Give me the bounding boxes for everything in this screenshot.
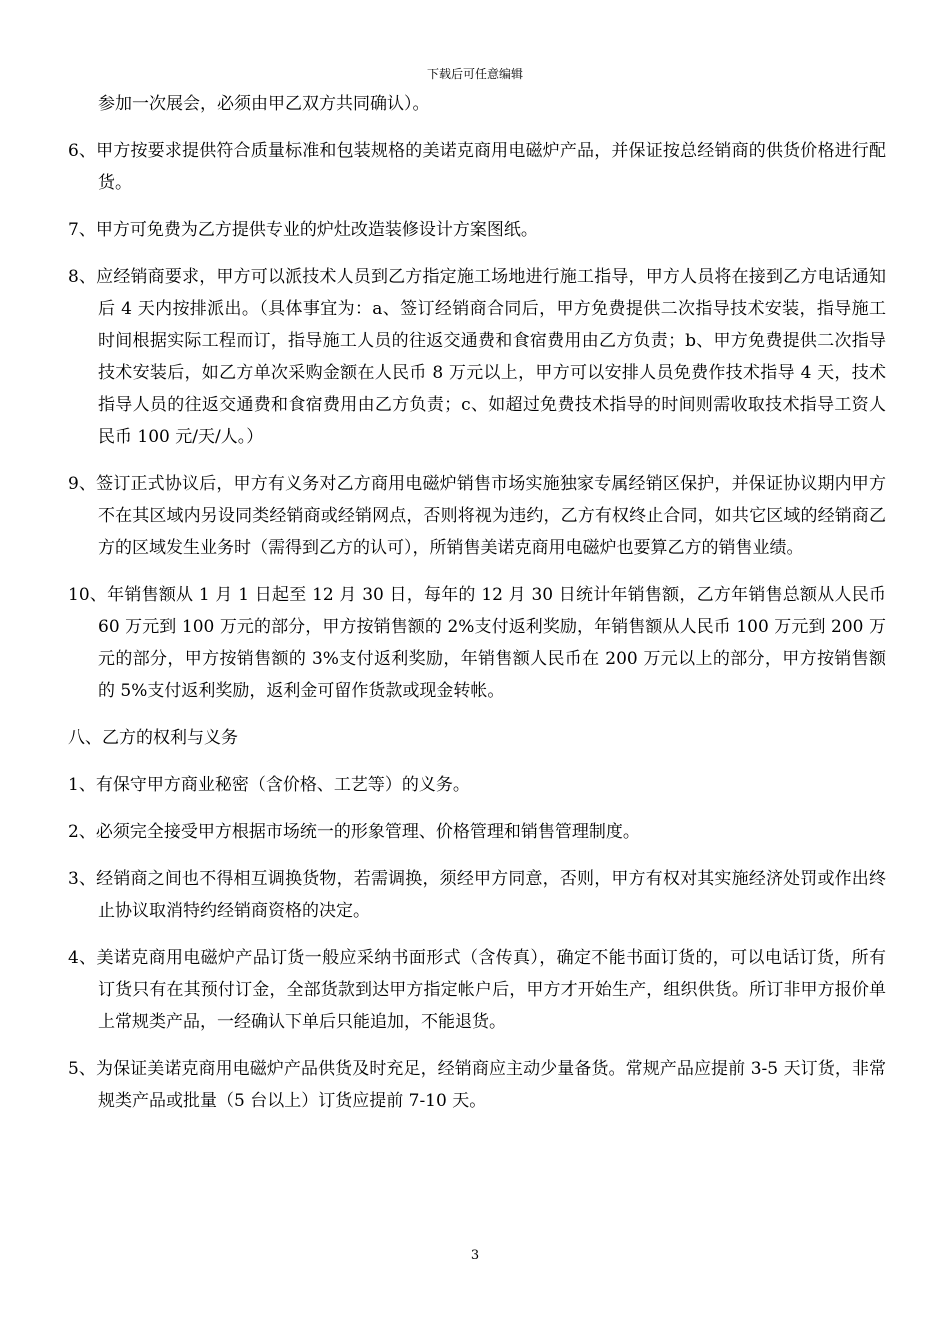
document-body [68,88,886,1132]
paragraph-item-8: 8、应经销商要求，甲方可以派技术人员到乙方指定施工场地进行施工指导，甲方人员将在接到乙方电话通知后 4 天内按排派出。（具体事宜为：a、签订经销商合同后，甲方免费提供二次指导技术安装，指导施工时间根据实际工程而订，指导施工人员的往返交通费和食宿费用由乙方负责；b、甲方免费提供二次指导技术安装后，如乙方单次采购金额在人民币 8 万元以上，甲方可以安排人员免费作技术指导 4 天，技术指导人员的往返交通费和食宿费用由乙方负责；c、如超过免费技术指导的时间则需收取技术指导工资人民币 100 元/天/人。） [68,267,886,447]
paragraph-item-7: 7、甲方可免费为乙方提供专业的炉灶改造装修设计方案图纸。 [68,220,538,240]
paragraph-b-item-3: 3、经销商之间也不得相互调换货物，若需调换，须经甲方同意，否则，甲方有权对其实施经济处罚或作出终止协议取消特约经销商资格的决定。 [68,869,886,921]
paragraph-item-10: 10、年销售额从 1 月 1 日起至 12 月 30 日，每年的 12 月 30 日统计年销售额，乙方年销售总额从人民币 60 万元到 100 万元的部分，甲方按销售额的 2%支付返利奖励，年销售额从人民币 100 万元到 200 万元的部分，甲方按销售额的 3%支付返利奖励，年销售额人民币在 200 万元以上的部分，甲方按销售额的 5%支付返利奖励，返利金可留作货款或现金转帐。 [68,585,886,701]
paragraph-item-9: 9、签订正式协议后，甲方有义务对乙方商用电磁炉销售市场实施独家专属经销区保护，并保证协议期内甲方不在其区域内另设同类经销商或经销网点，否则将视为违约，乙方有权终止合同，如共它区域的经销商乙方的区域发生业务时（需得到乙方的认可），所销售美诺克商用电磁炉也要算乙方的销售业绩。 [68,474,886,558]
page-header: 下载后可任意编辑 [426,67,523,81]
paragraph-b-item-4: 4、美诺克商用电磁炉产品订货一般应采纳书面形式（含传真），确定不能书面订货的，可以电话订货，所有订货只有在其预付订金，全部货款到达甲方指定帐户后，甲方才开始生产，组织供货。所订非甲方报价单上常规类产品，一经确认下单后只能追加，不能退货。 [68,948,886,1032]
section-heading-8: 八、乙方的权利与义务 [68,728,238,748]
paragraph-item-6: 6、甲方按要求提供符合质量标准和包装规格的美诺克商用电磁炉产品，并保证按总经销商的供货价格进行配货。 [68,141,886,193]
paragraph-b-item-5: 5、为保证美诺克商用电磁炉产品供货及时充足，经销商应主动少量备货。常规产品应提前 3-5 天订货，非常规类产品或批量（5 台以上）订货应提前 7-10 天。 [68,1059,886,1111]
paragraph-b-item-2: 2、必须完全接受甲方根据市场统一的形象管理、价格管理和销售管理制度。 [68,822,640,842]
page-number: 3 [470,1248,480,1263]
paragraph-continuation: 参加一次展会，必须由甲乙双方共同确认）。 [98,94,430,114]
paragraph-b-item-1: 1、有保守甲方商业秘密（含价格、工艺等）的义务。 [68,775,470,795]
